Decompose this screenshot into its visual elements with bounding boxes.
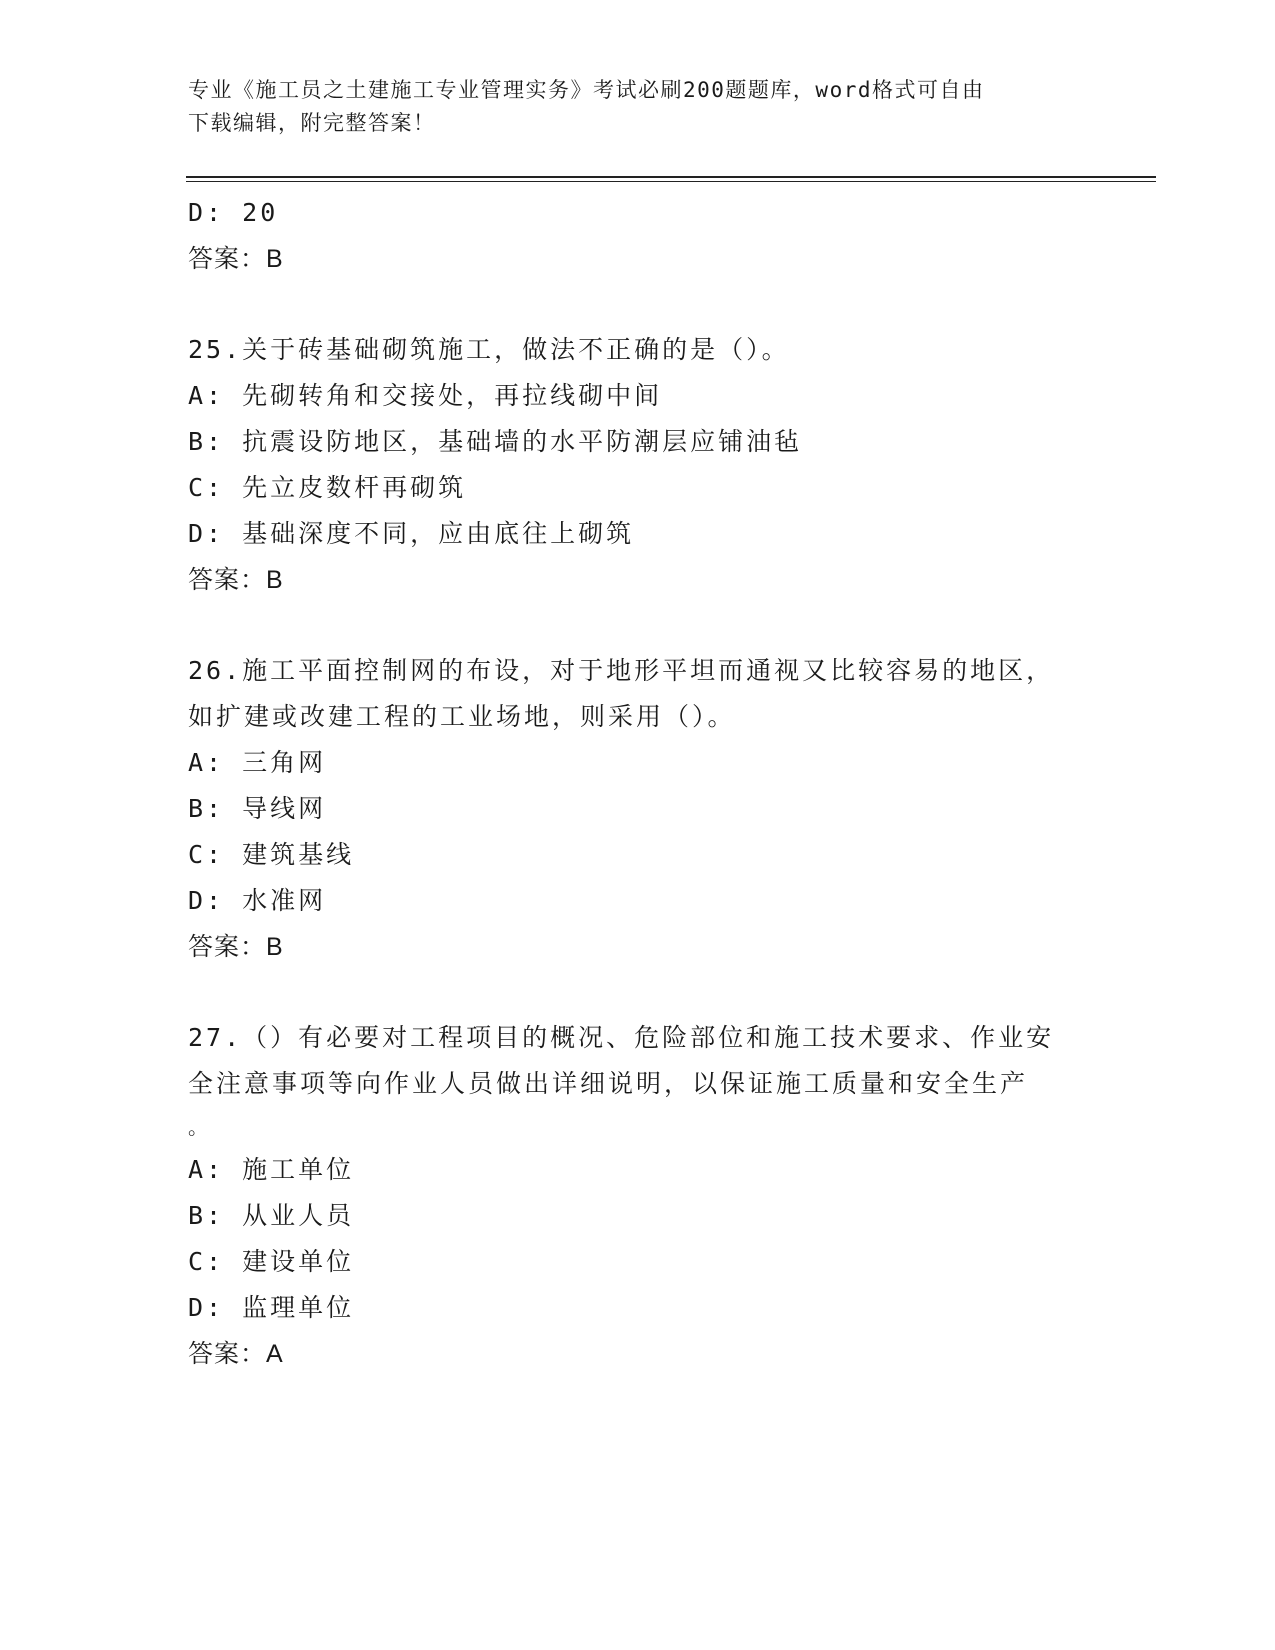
question-text-line-1: 26.施工平面控制网的布设，对于地形平坦而通视又比较容易的地区， xyxy=(188,656,1055,685)
prev-option-d: D: 20 xyxy=(188,198,279,227)
document-header xyxy=(188,74,1088,140)
option-b: B: 抗震设防地区，基础墙的水平防潮层应铺油毡 xyxy=(188,427,803,456)
header-divider-thin xyxy=(186,181,1156,182)
option-b: B: 导线网 xyxy=(188,794,327,823)
question-26 xyxy=(188,648,1088,970)
question-text-line-2: 全注意事项等向作业人员做出详细说明，以保证施工质量和安全生产 xyxy=(188,1069,1029,1098)
document-body xyxy=(188,190,1088,1377)
question-text: 25.关于砖基础砌筑施工，做法不正确的是（）。 xyxy=(188,335,790,364)
answer: 答案：B xyxy=(188,933,284,961)
option-c: C: 建筑基线 xyxy=(188,840,355,869)
header-divider-thick xyxy=(186,176,1156,178)
option-a: A: 施工单位 xyxy=(188,1155,355,1184)
question-text-line-1: 27.（）有必要对工程项目的概况、危险部位和施工技术要求、作业安 xyxy=(188,1023,1055,1052)
question-25 xyxy=(188,327,1088,603)
option-a: A: 三角网 xyxy=(188,748,327,777)
option-d: D: 监理单位 xyxy=(188,1293,355,1322)
spacer xyxy=(188,282,1088,327)
question-text-line-2: 如扩建或改建工程的工业场地，则采用（）。 xyxy=(188,702,736,731)
option-d: D: 基础深度不同，应由底往上砌筑 xyxy=(188,519,635,548)
spacer xyxy=(188,603,1088,648)
prev-answer: 答案：B xyxy=(188,245,284,273)
spacer xyxy=(188,970,1088,1015)
answer: 答案：A xyxy=(188,1340,284,1368)
option-d: D: 水准网 xyxy=(188,886,327,915)
header-line-1: 专业《施工员之土建施工专业管理实务》考试必刷200题题库，word格式可自由 xyxy=(188,78,985,102)
option-c: C: 建设单位 xyxy=(188,1247,355,1276)
question-27 xyxy=(188,1015,1088,1377)
header-line-2: 下载编辑，附完整答案！ xyxy=(188,111,436,135)
option-a: A: 先砌转角和交接处，再拉线砌中间 xyxy=(188,381,663,410)
answer: 答案：B xyxy=(188,566,284,594)
question-text-tail: 。 xyxy=(188,1115,211,1139)
option-c: C: 先立皮数杆再砌筑 xyxy=(188,473,467,502)
option-b: B: 从业人员 xyxy=(188,1201,355,1230)
